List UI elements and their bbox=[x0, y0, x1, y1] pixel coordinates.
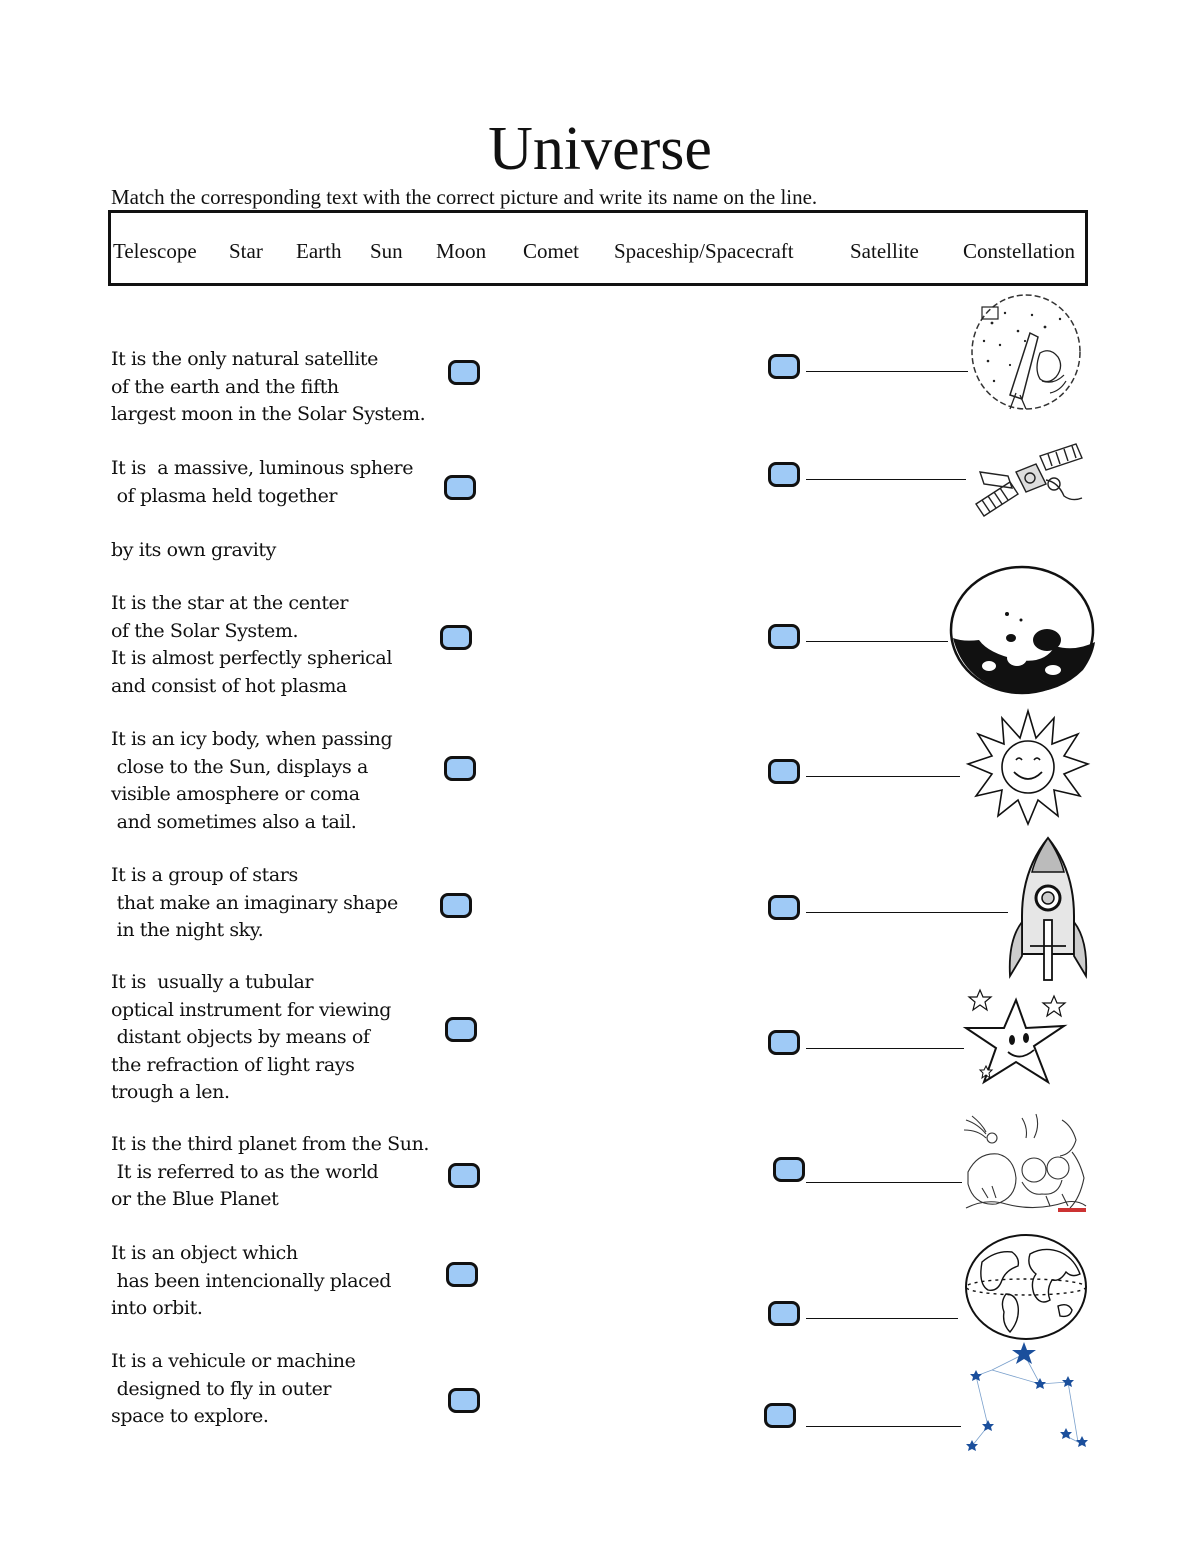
picture-answer-box[interactable] bbox=[768, 354, 800, 379]
picture-answer-box[interactable] bbox=[768, 759, 800, 784]
word-bank-item: Moon bbox=[436, 239, 487, 263]
answer-line[interactable] bbox=[806, 641, 948, 642]
answer-line[interactable] bbox=[806, 479, 966, 480]
description-text: It is the star at the center of the Solar System. It is almost perfectly spherical and consist of hot plasma bbox=[111, 592, 393, 697]
telescope-icon bbox=[970, 293, 1082, 415]
moon-icon bbox=[949, 566, 1097, 704]
description-answer-box[interactable] bbox=[444, 475, 476, 500]
description-text: It is the only natural satellite of the earth and the fifth largest moon in the Solar System. bbox=[111, 348, 426, 425]
word-bank bbox=[108, 210, 1088, 286]
description-text: It is the third planet from the Sun. It is referred to as the world or the Blue Planet bbox=[111, 1133, 430, 1210]
word-bank-item: Telescope bbox=[113, 239, 197, 263]
description-text: It is usually a tubular optical instrument for viewing distant objects by means of the refraction of light rays trough a len. bbox=[111, 971, 391, 1103]
picture-answer-box[interactable] bbox=[768, 1301, 800, 1326]
satellite-icon bbox=[968, 442, 1088, 524]
word-bank-item: Satellite bbox=[850, 239, 919, 263]
sun-icon bbox=[966, 708, 1090, 830]
description-text: It is an object which has been intencionally placed into orbit. bbox=[111, 1242, 392, 1319]
instructions: Match the corresponding text with the correct picture and write its name on the line. bbox=[111, 185, 818, 209]
word-bank-item: Sun bbox=[370, 239, 403, 263]
description-text: It is a vehicule or machine designed to fly in outer space to explore. bbox=[111, 1350, 356, 1427]
answer-line[interactable] bbox=[806, 371, 968, 372]
description-answer-box[interactable] bbox=[448, 1163, 480, 1188]
picture-answer-box[interactable] bbox=[768, 624, 800, 649]
rocket-icon bbox=[1006, 836, 1090, 986]
word-bank-item: Constellation bbox=[963, 239, 1075, 263]
answer-line[interactable] bbox=[806, 776, 960, 777]
answer-line[interactable] bbox=[806, 1182, 962, 1183]
picture-answer-box[interactable] bbox=[764, 1403, 796, 1428]
description-text: It is a massive, luminous sphere of plasma held together bbox=[111, 457, 414, 507]
answer-line[interactable] bbox=[806, 912, 1008, 913]
description-text: by its own gravity bbox=[111, 539, 276, 561]
description-answer-box[interactable] bbox=[445, 1017, 477, 1042]
word-bank-item: Spaceship/Spacecraft bbox=[614, 239, 794, 263]
description-text: It is a group of stars that make an imaginary shape in the night sky. bbox=[111, 864, 398, 941]
answer-line[interactable] bbox=[806, 1048, 964, 1049]
answer-line[interactable] bbox=[806, 1318, 958, 1319]
description-text: It is an icy body, when passing close to the Sun, displays a visible amosphere or coma and sometimes also a tail. bbox=[111, 728, 393, 833]
picture-answer-box[interactable] bbox=[773, 1157, 805, 1182]
earth-icon bbox=[962, 1232, 1090, 1346]
description-answer-box[interactable] bbox=[440, 625, 472, 650]
description-answer-box[interactable] bbox=[446, 1262, 478, 1287]
description-answer-box[interactable] bbox=[440, 893, 472, 918]
description-answer-box[interactable] bbox=[448, 1388, 480, 1413]
comet-icon bbox=[962, 1112, 1090, 1220]
picture-answer-box[interactable] bbox=[768, 462, 800, 487]
word-bank-item: Star bbox=[229, 239, 263, 263]
word-bank-item: Comet bbox=[523, 239, 579, 263]
description-answer-box[interactable] bbox=[444, 756, 476, 781]
description-answer-box[interactable] bbox=[448, 360, 480, 385]
picture-answer-box[interactable] bbox=[768, 895, 800, 920]
word-bank-item: Earth bbox=[296, 239, 342, 263]
star-icon bbox=[964, 986, 1078, 1096]
page-title: Universe bbox=[488, 115, 712, 183]
constellation-icon bbox=[958, 1338, 1090, 1458]
picture-answer-box[interactable] bbox=[768, 1030, 800, 1055]
answer-line[interactable] bbox=[806, 1426, 961, 1427]
